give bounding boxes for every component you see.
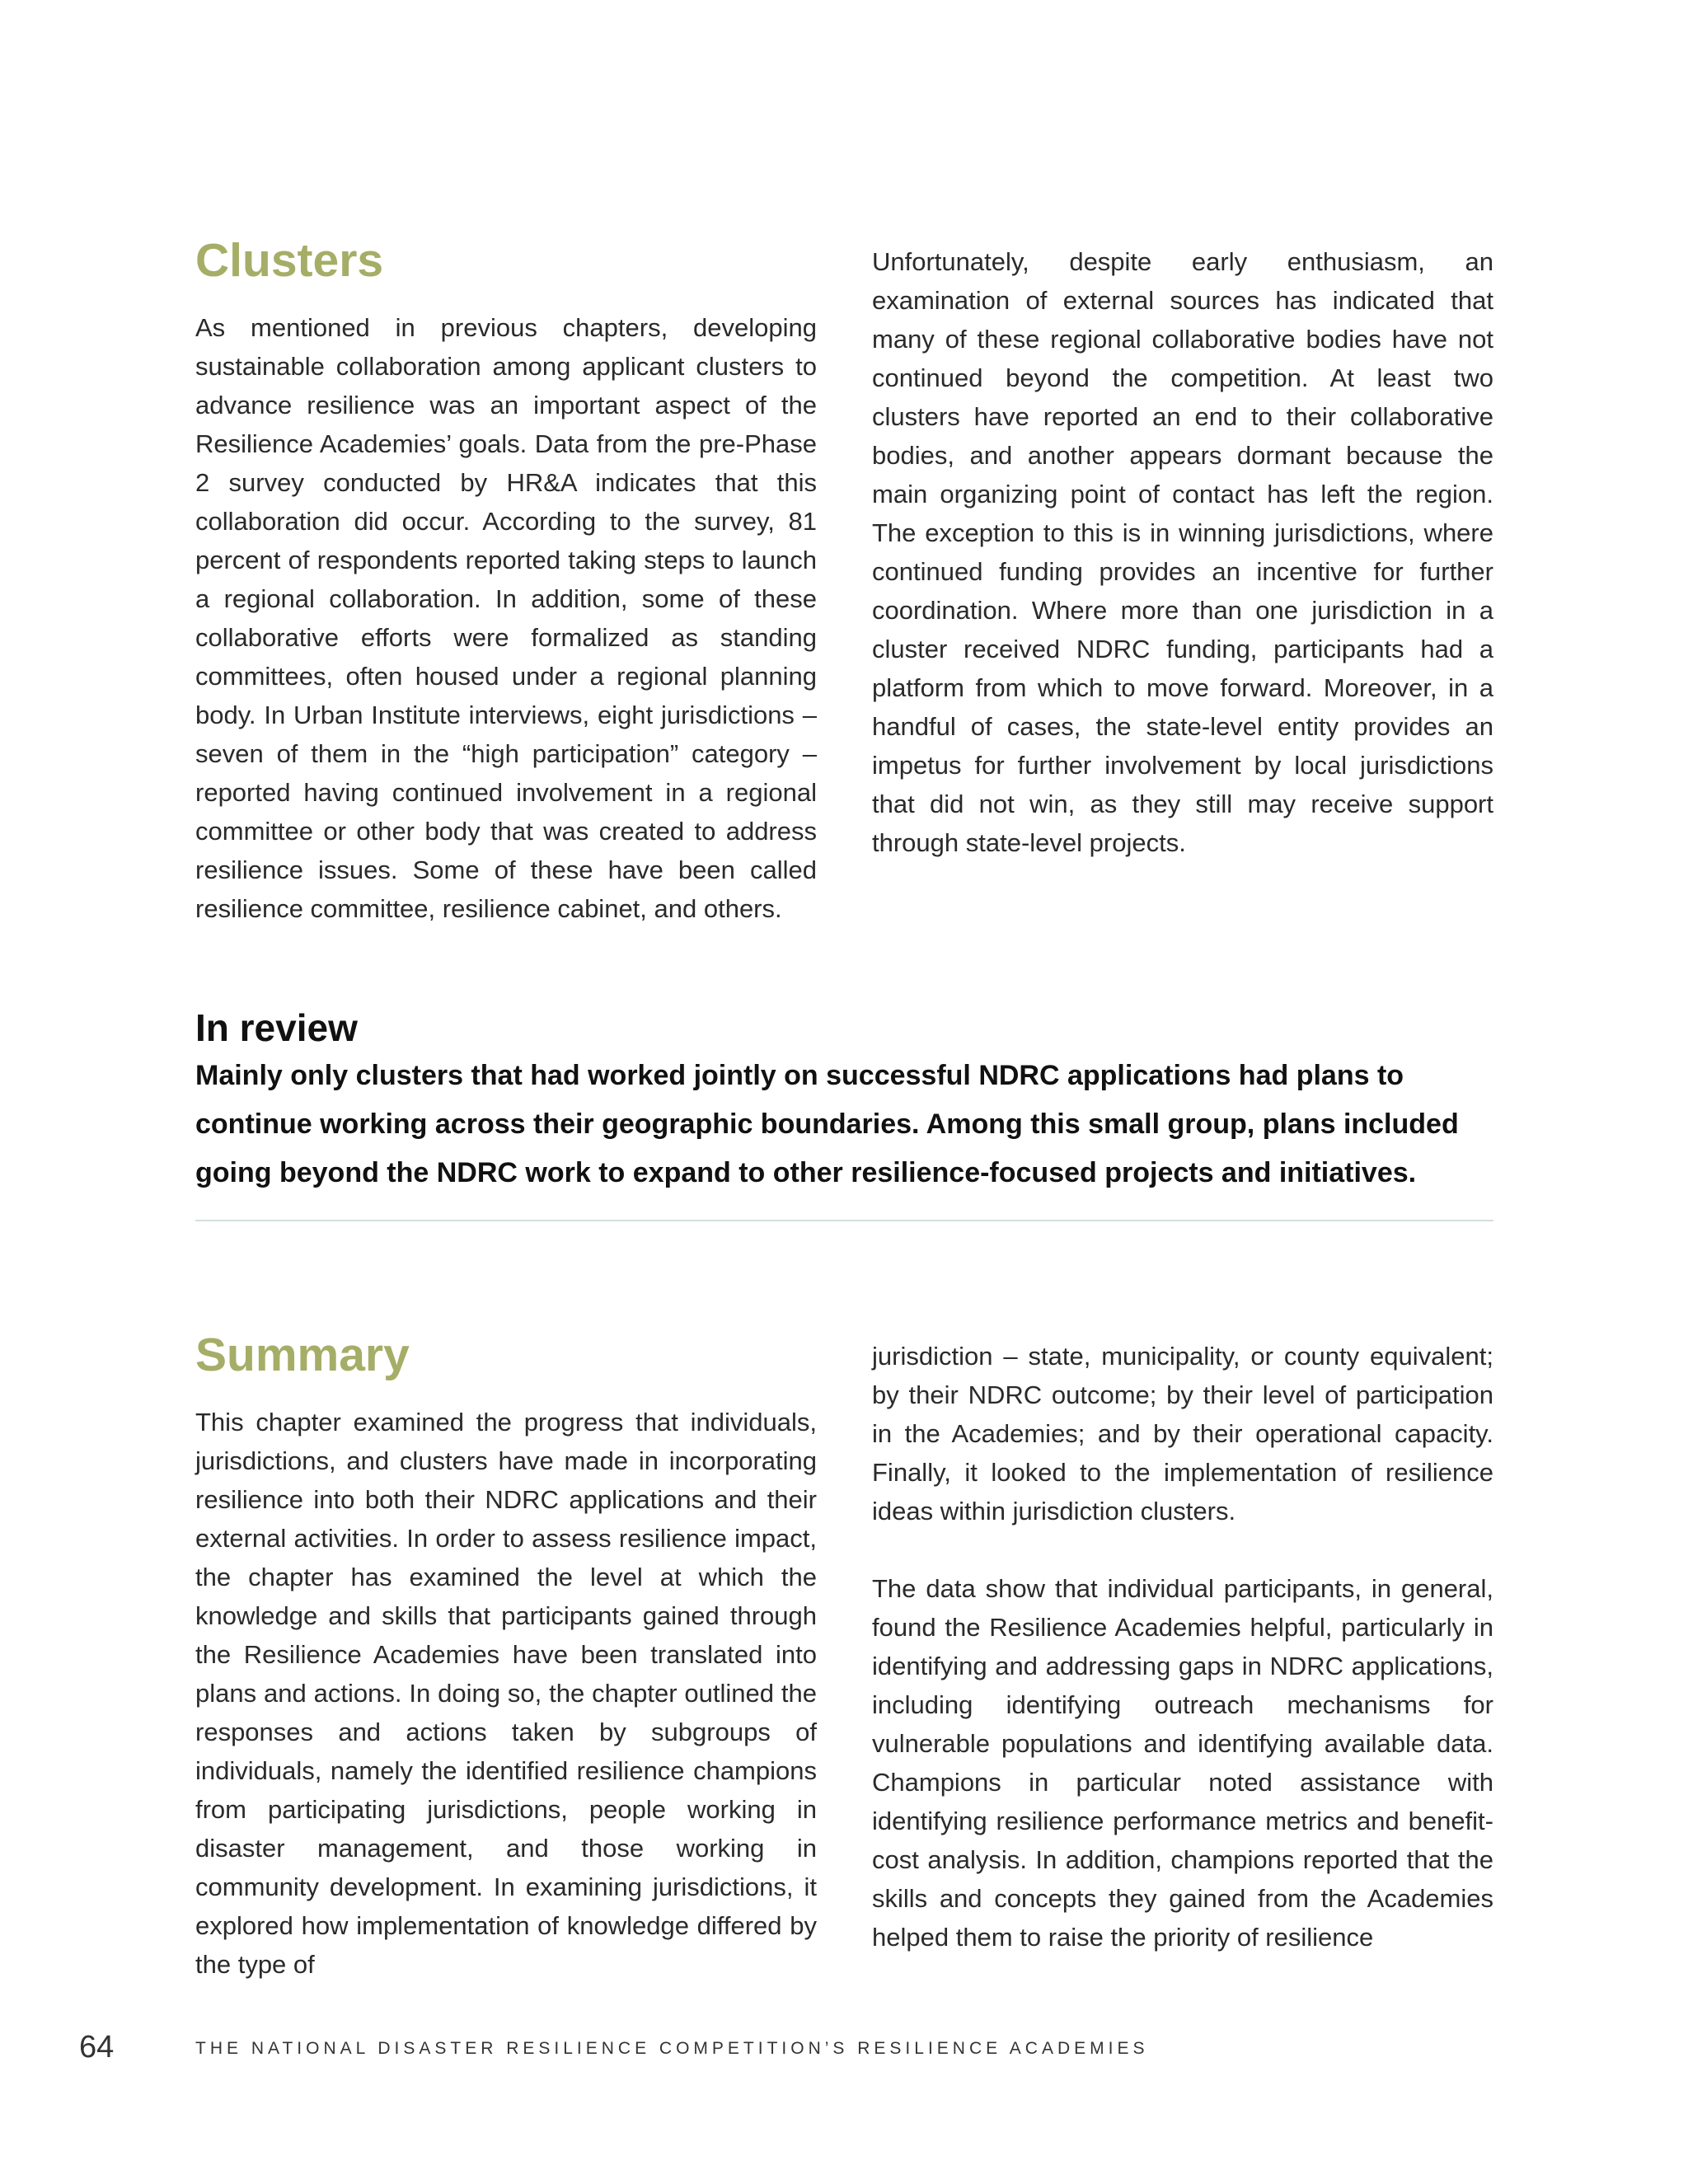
page-number: 64	[79, 2030, 115, 2064]
running-footer: THE NATIONAL DISASTER RESILIENCE COMPETITION’S RESILIENCE ACADEMIES	[195, 2039, 1149, 2058]
paragraph-spacer	[872, 1530, 1493, 1569]
in-review-text: Mainly only clusters that had worked jointly on successful NDRC applications had plans to continue working across their geographic boundaries. Among this small group, plans included going beyond the NDRC work to expand to other resilience-focused projects and initiatives.	[195, 1060, 1459, 1188]
clusters-left-column	[195, 229, 817, 928]
clusters-left-paragraph: As mentioned in previous chapters, developing sustainable collaboration among applicant clusters to advance resilience was an important aspect of the Resilience Academies’ goals. Data from the pre-Phase 2 survey conducted by HR&A indicates that this collaboration did occur. According to the survey, 81 percent of respondents reported taking steps to launch a regional collaboration. In addition, some of these collaborative efforts were formalized as standing committees, often housed under a regional planning body. In Urban Institute interviews, eight jurisdictions – seven of them in the “high participation” category – reported having continued involvement in a regional committee or other body that was created to address resilience issues. Some of these have been called resilience committee, resilience cabinet, and others.	[195, 313, 817, 923]
in-review-callout	[195, 1004, 1493, 1197]
in-review-title: In review	[195, 1006, 358, 1049]
clusters-heading: Clusters	[195, 234, 384, 287]
clusters-right-column	[872, 229, 1493, 862]
summary-heading: Summary	[195, 1329, 410, 1381]
clusters-right-paragraph: Unfortunately, despite early enthusiasm, an examination of external sources has indicated that many of these regional collaborative bodies have not continued beyond the competition. At least two clusters have reported an end to their collaborative bodies, and another appears dormant because the main organizing point of contact has left the region. The exception to this is in winning jurisdictions, where continued funding provides an incentive for further coordination. Where more than one jurisdiction in a cluster received NDRC funding, participants had a platform from which to move forward. Moreover, in a handful of cases, the state-level entity provides an impetus for further involvement by local jurisdictions that did not win, as they still may receive support through state-level projects.	[872, 247, 1493, 857]
section-divider	[195, 1220, 1493, 1221]
summary-right-paragraph-2: The data show that individual participants, in general, found the Resilience Academies helpful, particularly in identifying and addressing gaps in NDRC applications, including identifying outreach mechanisms for vulnerable populations and identifying available data. Champions in particular noted assistance with identifying resilience performance metrics and benefit-cost analysis. In addition, champions reported that the skills and concepts they gained from the Academies helped them to raise the priority of resilience	[872, 1574, 1493, 1952]
summary-right-paragraph-1: jurisdiction – state, municipality, or county equivalent; by their NDRC outcome; by their level of participation in the Academies; and by their operational capacity. Finally, it looked to the implementation of resilience ideas within jurisdiction clusters.	[872, 1342, 1493, 1526]
summary-left-paragraph: This chapter examined the progress that individuals, jurisdictions, and clusters have made in incorporating resilience into both their NDRC applications and their external activities. In order to assess resilience impact, the chapter has examined the level at which the knowledge and skills that participants gained through the Resilience Academies have been translated into plans and actions. In doing so, the chapter outlined the responses and actions taken by subgroups of individuals, namely the identified resilience champions from participating jurisdictions, people working in disaster management, and those working in community development. In examining jurisdictions, it explored how implementation of knowledge differed by the type of	[195, 1408, 817, 1979]
summary-left-column	[195, 1324, 817, 1984]
summary-right-column	[872, 1324, 1493, 1957]
